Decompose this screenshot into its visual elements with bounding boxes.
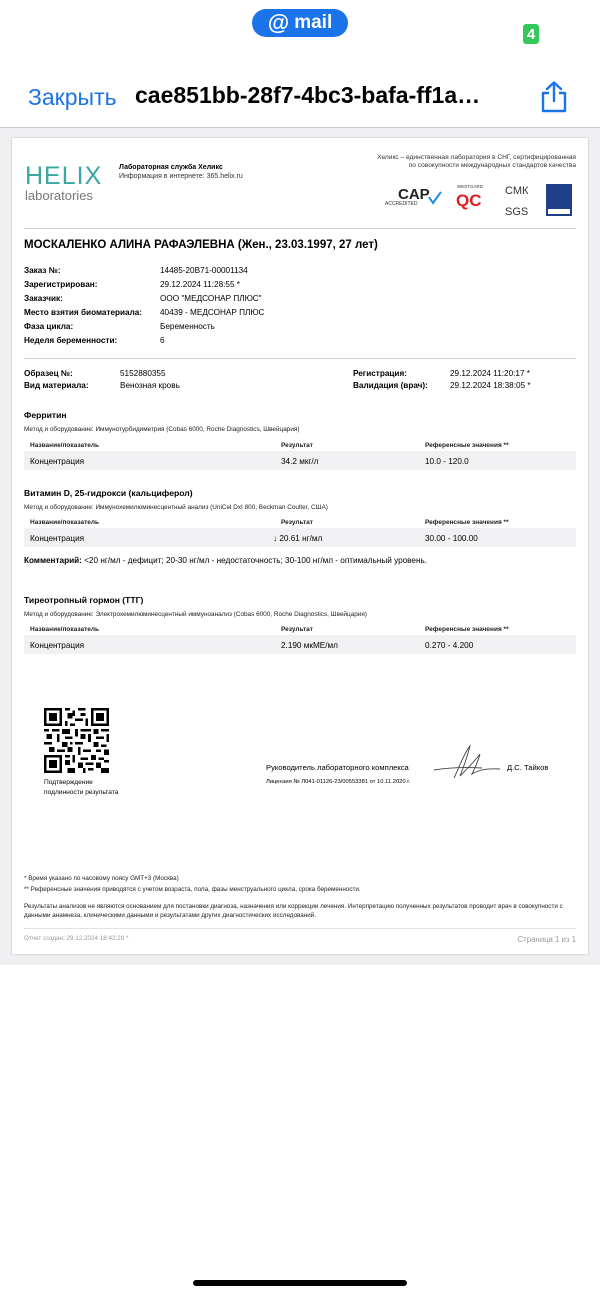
row-result: 2.190 мкМЕ/мл [281, 641, 338, 650]
validation-label: Валидация (врач): [353, 381, 428, 390]
signature [432, 742, 512, 786]
westgard-label: WESTGARD [457, 184, 484, 189]
file-title: cae851bb-28f7-4bc3-bafa-ff1a… [135, 82, 481, 108]
lab-url: Информация в интернете: 365.helix.ru [119, 173, 243, 180]
report-created: Отчет создан: 29.12.2024 18:42:28 * [24, 935, 129, 942]
disclaimer: Результаты анализов не являются основанием для постановки диагноза, назначения или коррекции лечения. Интерпретацию полученных результатов проводит врач в совокупности с данными анамнеза, клиническими данными и результатами других диагностических исследований. [24, 903, 563, 919]
share-icon[interactable] [538, 80, 570, 114]
test-method-ferritin: Метод и оборудование: Иммунотурбидиметрия (Cobas 6000, Roche Diagnostics, Швейцария) [24, 426, 300, 433]
footnote-time: * Время указано по часовому поясу GMT+3 (Москва) [24, 875, 179, 882]
header-divider [24, 228, 576, 229]
row-ref: 30.00 - 100.00 [425, 534, 478, 543]
sgs-logo: SGS [505, 206, 529, 218]
cycle-phase-label: Фаза цикла: [24, 322, 74, 331]
row-name: Концентрация [30, 457, 85, 466]
collection-place-value: 40439 - МЕДСОНАР ПЛЮС [160, 308, 265, 317]
col-header-name: Название/показатель [30, 442, 100, 449]
helix-logo-sub: laboratories [25, 188, 93, 203]
comment-label: Комментарий: [24, 556, 82, 565]
row-ref: 10.0 - 120.0 [425, 457, 469, 466]
lab-service-name: Лабораторная служба Хеликс [119, 164, 223, 171]
col-header-ref: Референсные значения ** [425, 626, 509, 633]
footnote-reference: ** Референсные значения приводятся с учетом возраста, пола, фазы менструального цикла, срока беременности. [24, 886, 361, 893]
registered-label: Зарегистрирован: [24, 280, 98, 289]
col-header-ref: Референсные значения ** [425, 442, 509, 449]
license-text: Лицензия № Л041-01126-23/00553381 от 10.11.2020 г. [266, 779, 411, 785]
mail-app-label: mail [294, 12, 333, 33]
page-number: Страница 1 из 1 [517, 935, 576, 944]
test-title-ferritin: Ферритин [24, 410, 67, 420]
cap-accredited: ACCREDITED [385, 201, 418, 207]
qr-caption-1: Подтверждение [44, 779, 93, 786]
at-icon: @ [267, 10, 290, 35]
customer-value: ООО "МЕДСОНАР ПЛЮС" [160, 294, 262, 303]
sample-label: Образец №: [24, 369, 73, 378]
qr-caption-2: подлинности результата [44, 789, 119, 796]
qc-logo: QC [456, 191, 482, 210]
registration-label: Регистрация: [353, 369, 407, 378]
nav-bar [0, 70, 600, 126]
customer-label: Заказчик: [24, 294, 63, 303]
material-value: Венозная кровь [120, 381, 180, 390]
sample-value: 5152880355 [120, 369, 166, 378]
order-value: 14485-20B71-00001134 [160, 266, 248, 275]
head-name: Д.С. Тайков [507, 763, 549, 772]
registered-value: 29.12.2024 11:28:55 * [160, 280, 240, 289]
test-method-tsh: Метод и оборудование: Электрохемилюминесцентный иммуноанализ (Cobas 6000, Roche Diagnostics, Швейцария) [24, 611, 367, 618]
row-name: Концентрация [30, 641, 85, 650]
validation-value: 29.12.2024 18:38:05 * [450, 381, 531, 390]
order-label: Заказ №: [24, 266, 61, 275]
row-ref: 0.270 - 4.200 [425, 641, 474, 650]
order-divider [24, 358, 576, 359]
comment [24, 556, 427, 565]
home-indicator[interactable] [193, 1280, 407, 1286]
footer-divider [24, 928, 576, 929]
row-result: ↓ 20.61 нг/мл [273, 534, 323, 543]
col-header-result: Результат [281, 442, 313, 449]
patient-name: МОСКАЛЕНКО АЛИНА РАФАЭЛЕВНА (Жен., 23.03.1997, 27 лет) [24, 239, 378, 251]
cycle-phase-value: Беременность [160, 322, 215, 331]
qr-code [44, 708, 109, 773]
test-title-vitamin-d: Витамин D, 25-гидрокси (кальциферол) [24, 488, 193, 498]
col-header-name: Название/показатель [30, 519, 100, 526]
check-icon [429, 192, 441, 203]
test-method-vitamin-d: Метод и оборудование: Иммунохемилюминесцентный анализ (UniCel DxI 800, Beckman Coulter, США) [24, 504, 328, 511]
cap-logo: CAP [398, 186, 430, 203]
helix-logo: HELIX [25, 162, 103, 190]
mail-app-pill[interactable] [252, 9, 348, 37]
certification-text: Хеликс – единственная лаборатория в СНГ, сертифицированная по совокупности международных стандартов качества [377, 154, 576, 169]
row-name: Концентрация [30, 534, 85, 543]
lab-report-page [12, 138, 588, 954]
col-header-result: Результат [281, 519, 313, 526]
pregnancy-week-value: 6 [160, 336, 165, 345]
close-button[interactable]: Закрыть [28, 84, 117, 110]
cmk-logo: СМК [505, 185, 529, 197]
collection-place-label: Место взятия биоматериала: [24, 308, 143, 317]
row-result: 34.2 мкг/л [281, 457, 319, 466]
col-header-name: Название/показатель [30, 626, 100, 633]
head-title: Руководитель лабораторного комплекса [266, 763, 409, 772]
pregnancy-week-label: Неделя беременности: [24, 336, 118, 345]
registration-value: 29.12.2024 11:20:17 * [450, 369, 530, 378]
comment-text: <20 нг/мл - дефицит; 20-30 нг/мл - недостаточность; 30-100 нг/мл - оптимальный уровень. [81, 556, 428, 565]
col-header-ref: Референсные значения ** [425, 519, 509, 526]
notification-badge: 4 [523, 24, 539, 44]
test-title-tsh: Тиреотропный гормон (ТТГ) [24, 595, 144, 605]
col-header-result: Результат [281, 626, 313, 633]
material-label: Вид материала: [24, 381, 89, 390]
certification-logos [384, 182, 576, 218]
